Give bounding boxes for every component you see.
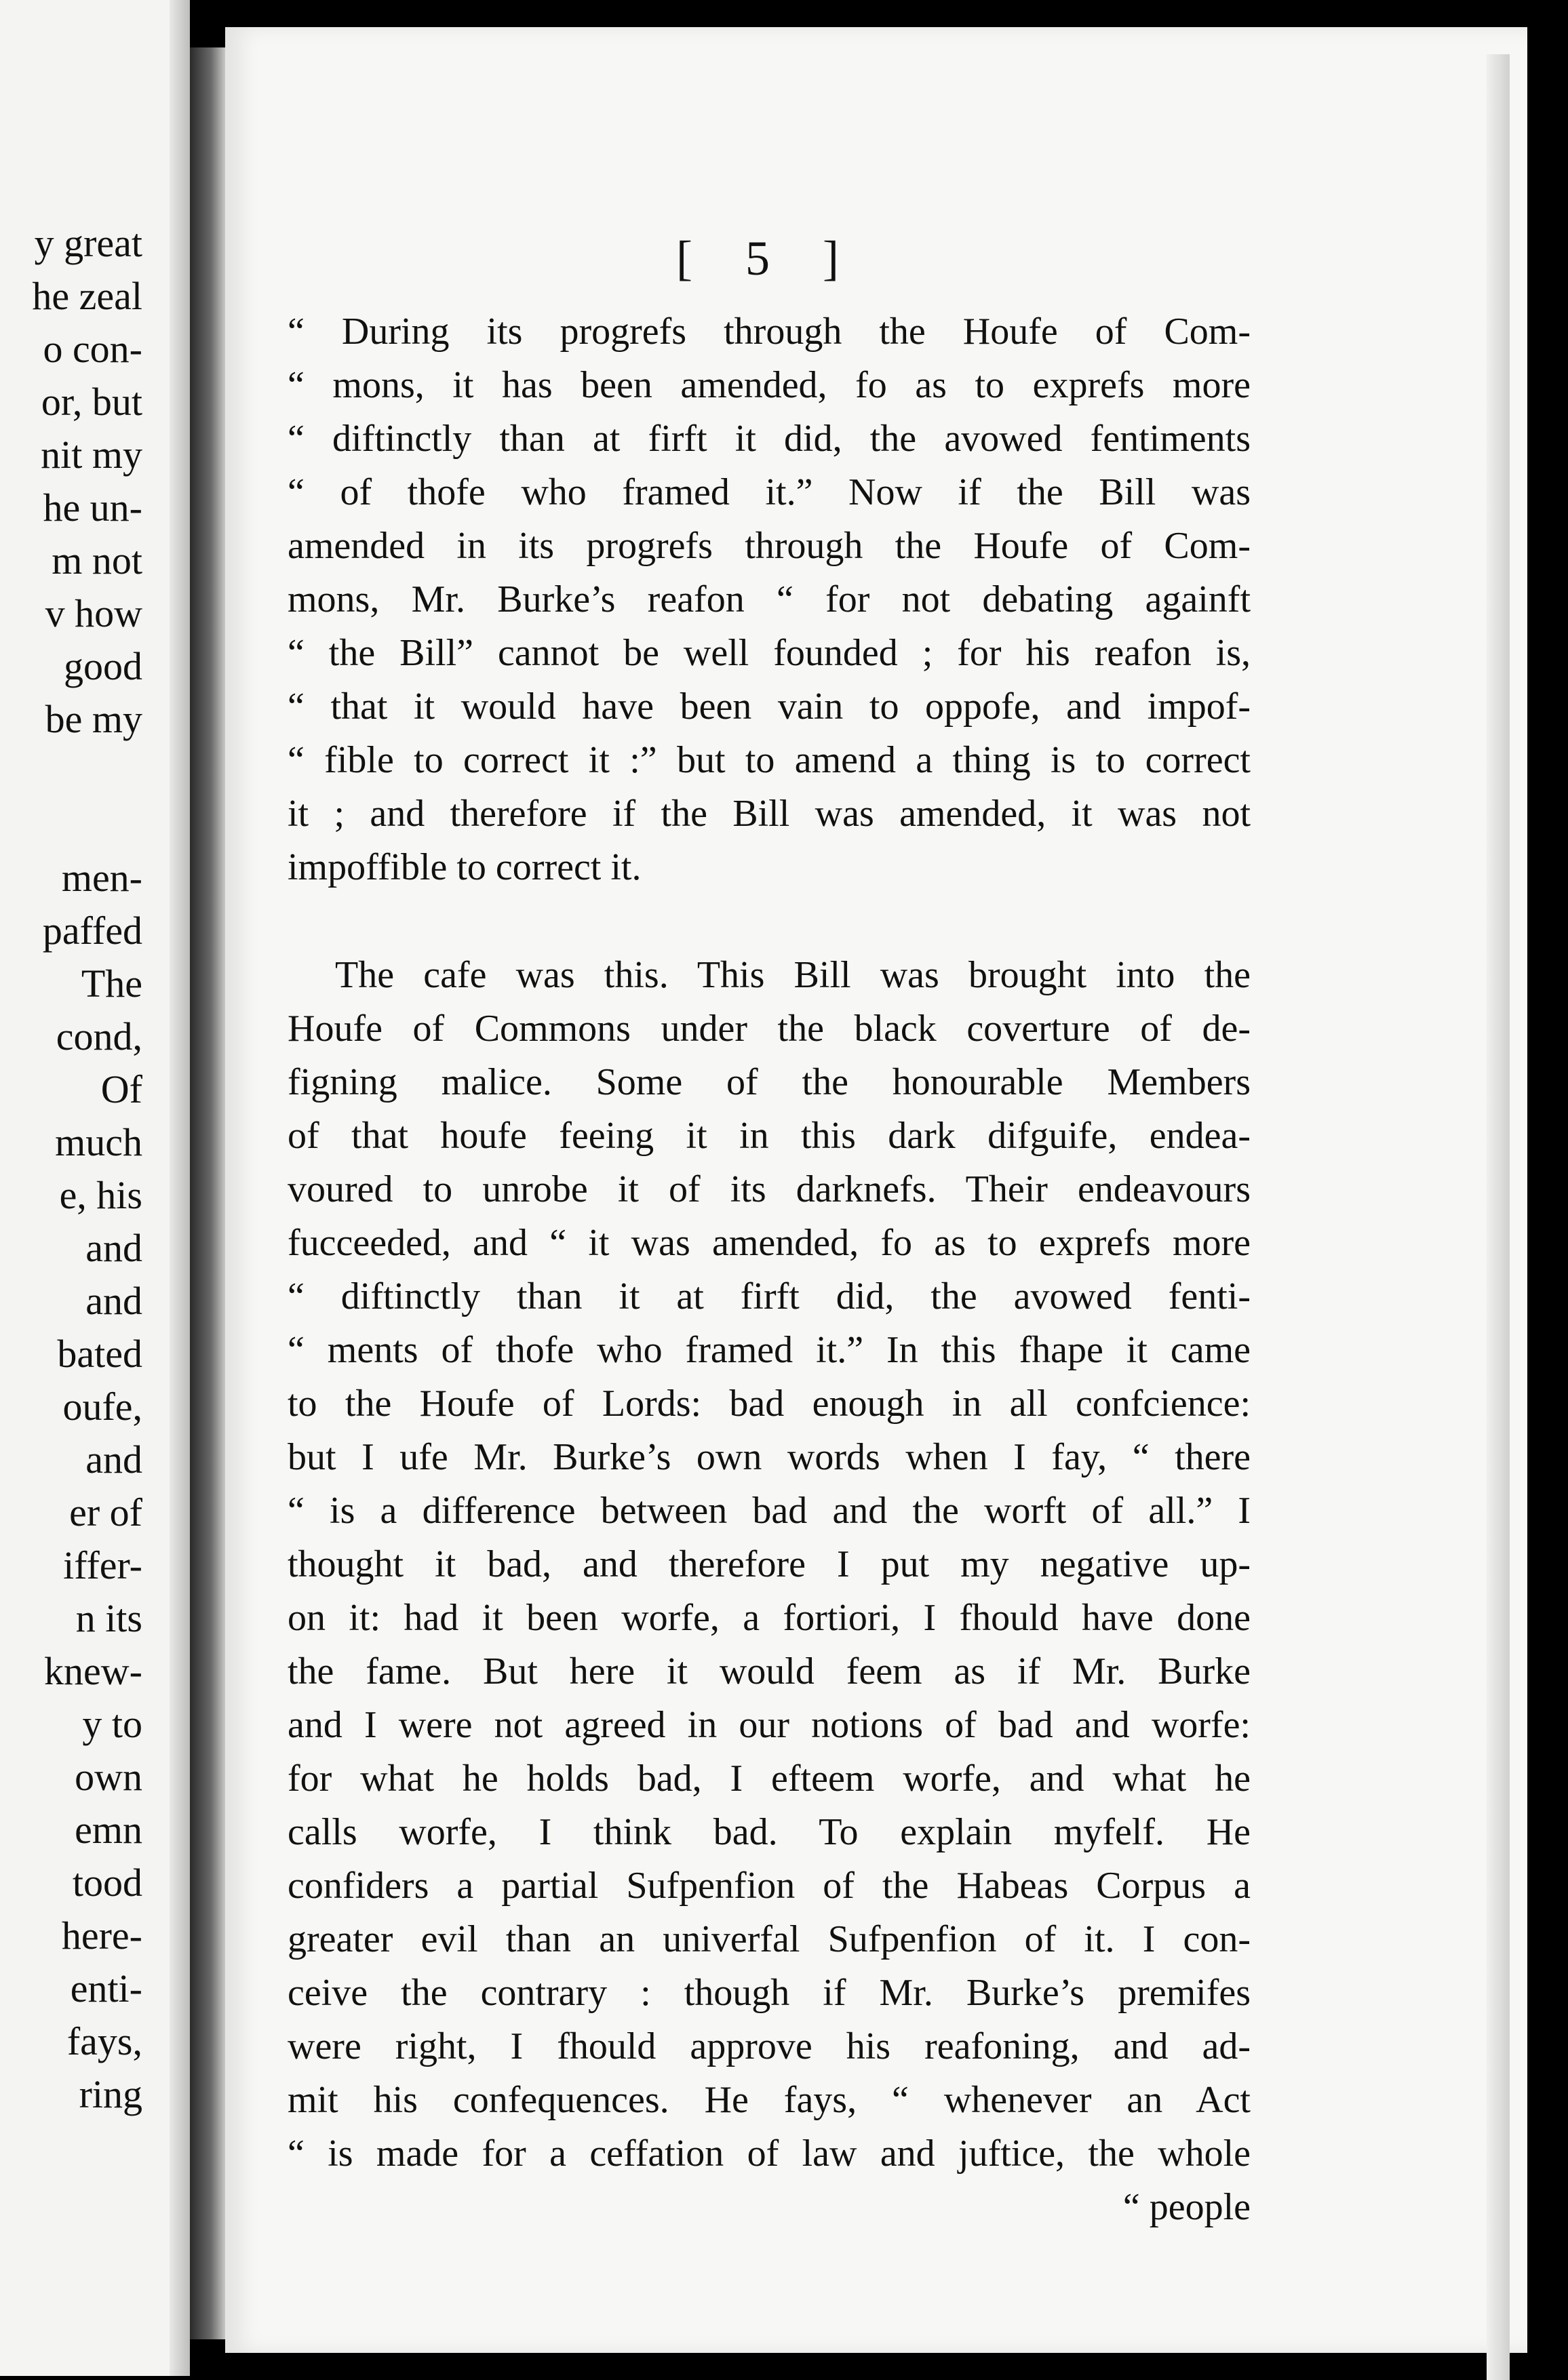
left-fragment-line: tood: [72, 1861, 142, 1905]
text-line: greater evil than an univerfal Sufpenfion of it. I con-: [288, 1918, 1251, 1960]
paragraph-2: [288, 949, 1251, 2181]
left-fragment-gap: [32, 746, 142, 852]
left-fragment-line: here-: [61, 1913, 142, 1958]
left-page-fragments: [32, 217, 142, 2121]
left-page-shadow: [170, 0, 190, 2376]
right-page-edge: [1487, 54, 1510, 2380]
text-line: confiders a partial Sufpenfion of the Habeas Corpus a: [288, 1865, 1251, 1907]
left-fragment-line: fays,: [66, 2019, 142, 2063]
left-fragment-line: he zeal: [32, 274, 142, 318]
left-fragment-line: v how: [45, 591, 142, 635]
text-line: mit his confequences. He fays, “ whenever an Act: [288, 2079, 1251, 2121]
book-gutter: [190, 47, 225, 2339]
text-line: but I ufe Mr. Burke’s own words when I fay, “ there: [288, 1436, 1251, 1478]
left-fragment-line: o con-: [43, 327, 142, 371]
text-line: for what he holds bad, I efteem worfe, and what he: [288, 1758, 1251, 1800]
text-line: “ diftinctly than at firft it did, the avowed fentiments: [288, 418, 1251, 460]
text-line: figning malice. Some of the honourable Members: [288, 1061, 1251, 1103]
text-line: were right, I fhould approve his reafoning, and ad-: [288, 2025, 1251, 2067]
left-fragment-line: oufe,: [62, 1385, 142, 1429]
right-page: [225, 27, 1527, 2353]
left-fragment-line: m not: [52, 538, 142, 582]
left-fragment-line: knew-: [44, 1649, 142, 1693]
left-fragment-line: nit my: [41, 433, 142, 477]
text-line: “ that it would have been vain to oppofe, and impof-: [288, 686, 1251, 728]
text-line: fucceeded, and “ it was amended, fo as to exprefs more: [288, 1222, 1251, 1264]
left-fragment-line: be my: [45, 697, 142, 741]
left-fragment-line: y to: [82, 1702, 142, 1746]
text-line: and I were not agreed in our notions of bad and worfe:: [288, 1704, 1251, 1746]
text-line: of that houfe feeing it in this dark difguife, endea-: [288, 1115, 1251, 1157]
text-line: amended in its progrefs through the Houfe of Com-: [288, 525, 1251, 567]
left-fragment-line: e, his: [59, 1173, 142, 1217]
left-fragment-line: men-: [61, 856, 142, 900]
left-fragment-line: er of: [69, 1490, 142, 1534]
left-fragment-line: and: [85, 1226, 142, 1270]
left-fragment-line: ring: [79, 2072, 142, 2116]
left-fragment-line: good: [64, 644, 142, 688]
left-fragment-line: and: [85, 1437, 142, 1482]
left-fragment-line: much: [55, 1120, 142, 1164]
catchword: “ people: [1122, 2186, 1251, 2228]
left-fragment-line: cond,: [56, 1014, 142, 1058]
left-fragment-line: n its: [75, 1596, 142, 1640]
left-fragment-line: enti-: [70, 1966, 142, 2010]
text-line: voured to unrobe it of its darknefs. Their endeavours: [288, 1168, 1251, 1210]
left-fragment-line: The: [81, 961, 142, 1006]
text-line: ceive the contrary : though if Mr. Burke’s premifes: [288, 1972, 1251, 2014]
left-page-edge: [0, 0, 190, 2376]
text-line: it ; and therefore if the Bill was amended, it was not: [288, 793, 1251, 835]
text-line: Houfe of Commons under the black coverture of de-: [288, 1008, 1251, 1050]
text-line: “ the Bill” cannot be well founded ; for his reafon is,: [288, 632, 1251, 674]
page-number: [ 5 ]: [676, 231, 859, 285]
text-line: “ mons, it has been amended, fo as to exprefs more: [288, 364, 1251, 406]
left-fragment-line: bated: [57, 1332, 142, 1376]
left-fragment-line: emn: [75, 1808, 142, 1852]
text-line: “ is made for a ceffation of law and juftice, the whole: [288, 2133, 1251, 2175]
text-line: calls worfe, I think bad. To explain myfelf. He: [288, 1811, 1251, 1853]
text-line: impoffible to correct it.: [288, 846, 642, 888]
left-fragment-line: iffer-: [63, 1543, 142, 1587]
text-line: “ During its progrefs through the Houfe of Com-: [288, 311, 1251, 353]
left-fragment-line: Of: [100, 1067, 142, 1111]
text-line: “ diftinctly than it at firft did, the avowed fenti-: [288, 1275, 1251, 1317]
left-fragment-line: y great: [34, 221, 142, 265]
text-line: “ is a difference between bad and the worft of all.” I: [288, 1490, 1251, 1532]
paragraph-1: [288, 305, 1251, 894]
text-line: “ of thofe who framed it.” Now if the Bill was: [288, 471, 1251, 513]
text-line: “ fible to correct it :” but to amend a thing is to correct: [288, 739, 1251, 781]
text-line: the fame. But here it would feem as if Mr. Burke: [288, 1650, 1251, 1692]
left-fragment-line: and: [85, 1279, 142, 1323]
text-line: mons, Mr. Burke’s reafon “ for not debating againft: [288, 578, 1251, 620]
left-fragment-line: paffed: [42, 909, 142, 953]
text-line: thought it bad, and therefore I put my negative up-: [288, 1543, 1251, 1585]
text-line: to the Houfe of Lords: bad enough in all confcience:: [288, 1383, 1251, 1425]
left-fragment-line: or, but: [41, 380, 142, 424]
paragraph-gap: [288, 894, 1251, 949]
text-line: The cafe was this. This Bill was brought into the: [335, 954, 1251, 996]
text-line: on it: had it been worfe, a fortiori, I fhould have done: [288, 1597, 1251, 1639]
body-text: [288, 305, 1251, 2234]
left-fragment-line: he un-: [43, 485, 142, 530]
left-fragment-line: own: [75, 1755, 142, 1799]
text-line: “ ments of thofe who framed it.” In this fhape it came: [288, 1329, 1251, 1371]
